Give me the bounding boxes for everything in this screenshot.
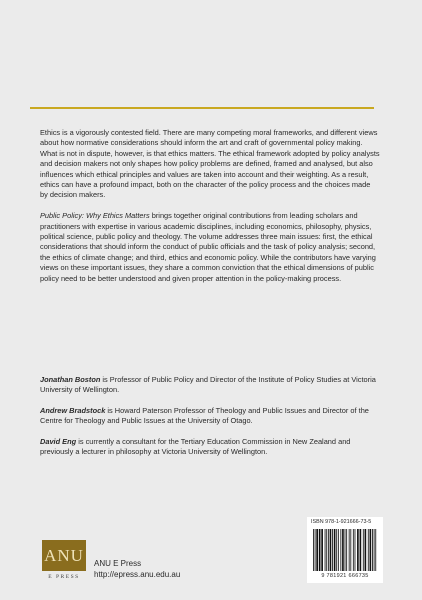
bio-name: Jonathan Boston	[40, 375, 101, 384]
barcode-bar	[345, 529, 346, 571]
bio-text: is Professor of Public Policy and Director of the Institute of Policy Studies at Victoria University of Wellington.	[40, 375, 376, 395]
barcode-bar	[330, 529, 332, 571]
back-cover-blurb	[40, 128, 380, 294]
gold-divider-rule	[30, 107, 374, 109]
blurb-paragraph-2-text: brings together original contributions from leading scholars and practitioners with expertise in various academic disciplines, including economics, philosophy, physics, political science, public policy and theology. The volume addresses three main issues: first, the ethical considerations that should inform the conduct of public officials and the task of policy analysis; second, the ethics of climate change; and third, ethics and economic policy. While the contributors have varying views on these important issues, they share a common conviction that the ethical dimensions of public policy need to be better understood and given proper attention in the policy-making process.	[40, 211, 376, 283]
logo-subtext: E PRESS	[48, 574, 80, 580]
barcode-bar	[370, 529, 372, 571]
barcode-bar	[350, 529, 351, 571]
bio-text: is Howard Paterson Professor of Theology and Public Issues and Director of the Centre for Theology and Public Issues at the University of Otago.	[40, 405, 369, 426]
barcode-bar	[372, 529, 373, 571]
publisher-name: ANU E Press	[94, 559, 142, 568]
barcode-bar	[360, 529, 362, 571]
isbn-barcode	[307, 517, 383, 583]
bio-item	[40, 406, 385, 427]
barcode-bar	[374, 529, 375, 571]
barcode-bars	[313, 529, 377, 571]
barcode-bar	[325, 529, 326, 571]
barcode-bar	[363, 529, 364, 571]
isbn-label: ISBN 978-1-921666-73-5	[311, 519, 372, 525]
barcode-bar	[321, 529, 323, 571]
bio-item	[40, 375, 385, 396]
barcode-bar	[355, 529, 356, 571]
book-title: Public Policy: Why Ethics Matters	[40, 211, 150, 221]
barcode-bar	[328, 529, 329, 571]
anu-e-press-logo	[42, 540, 86, 584]
barcode-bar	[336, 529, 337, 571]
bio-item	[40, 437, 385, 458]
logo-mark: ANU	[42, 540, 86, 571]
barcode-bar	[353, 529, 354, 571]
bio-name: David Eng	[40, 436, 77, 446]
barcode-bar	[349, 529, 350, 571]
barcode-digits: 9 781921 666735	[321, 573, 369, 579]
bio-name: Andrew Bradstock	[40, 405, 106, 415]
author-bios	[40, 375, 385, 467]
blurb-paragraph-1: Ethics is a vigorously contested field. There are many competing moral frameworks, and different views about how normative considerations should inform the art and craft of governmental policy making. What is not in dispute, however, is that ethics matters. The ethical framework adopted by policy analysts and decision makers not only shapes how policy problems are defined, framed and analysed, but also influences which ethical principles and values are taken into account and their weighting. As a result, ethics can have a profound impact, both on the character of the policy process and the choices made by decision makers.	[40, 128, 380, 200]
barcode-bar	[365, 529, 367, 571]
barcode-bar	[326, 529, 327, 571]
barcode-bar	[368, 529, 369, 571]
barcode-bar	[340, 529, 341, 571]
barcode-bar	[346, 529, 347, 571]
barcode-bar	[375, 529, 376, 571]
publisher-info	[94, 558, 180, 580]
barcode-bar	[338, 529, 339, 571]
barcode-bar	[315, 529, 316, 571]
barcode-bar	[319, 529, 321, 571]
publisher-url: http://epress.anu.edu.au	[94, 570, 181, 579]
barcode-bar	[342, 529, 344, 571]
barcode-bar	[332, 529, 333, 571]
bio-text: is currently a consultant for the Tertiary Education Commission in New Zealand and previously a lecturer in philosophy at Victoria University of Wellington.	[40, 436, 351, 457]
blurb-paragraph-2	[40, 211, 380, 284]
barcode-bar	[316, 529, 318, 571]
barcode-bar	[357, 529, 359, 571]
barcode-bar	[334, 529, 336, 571]
barcode-bar	[313, 529, 314, 571]
